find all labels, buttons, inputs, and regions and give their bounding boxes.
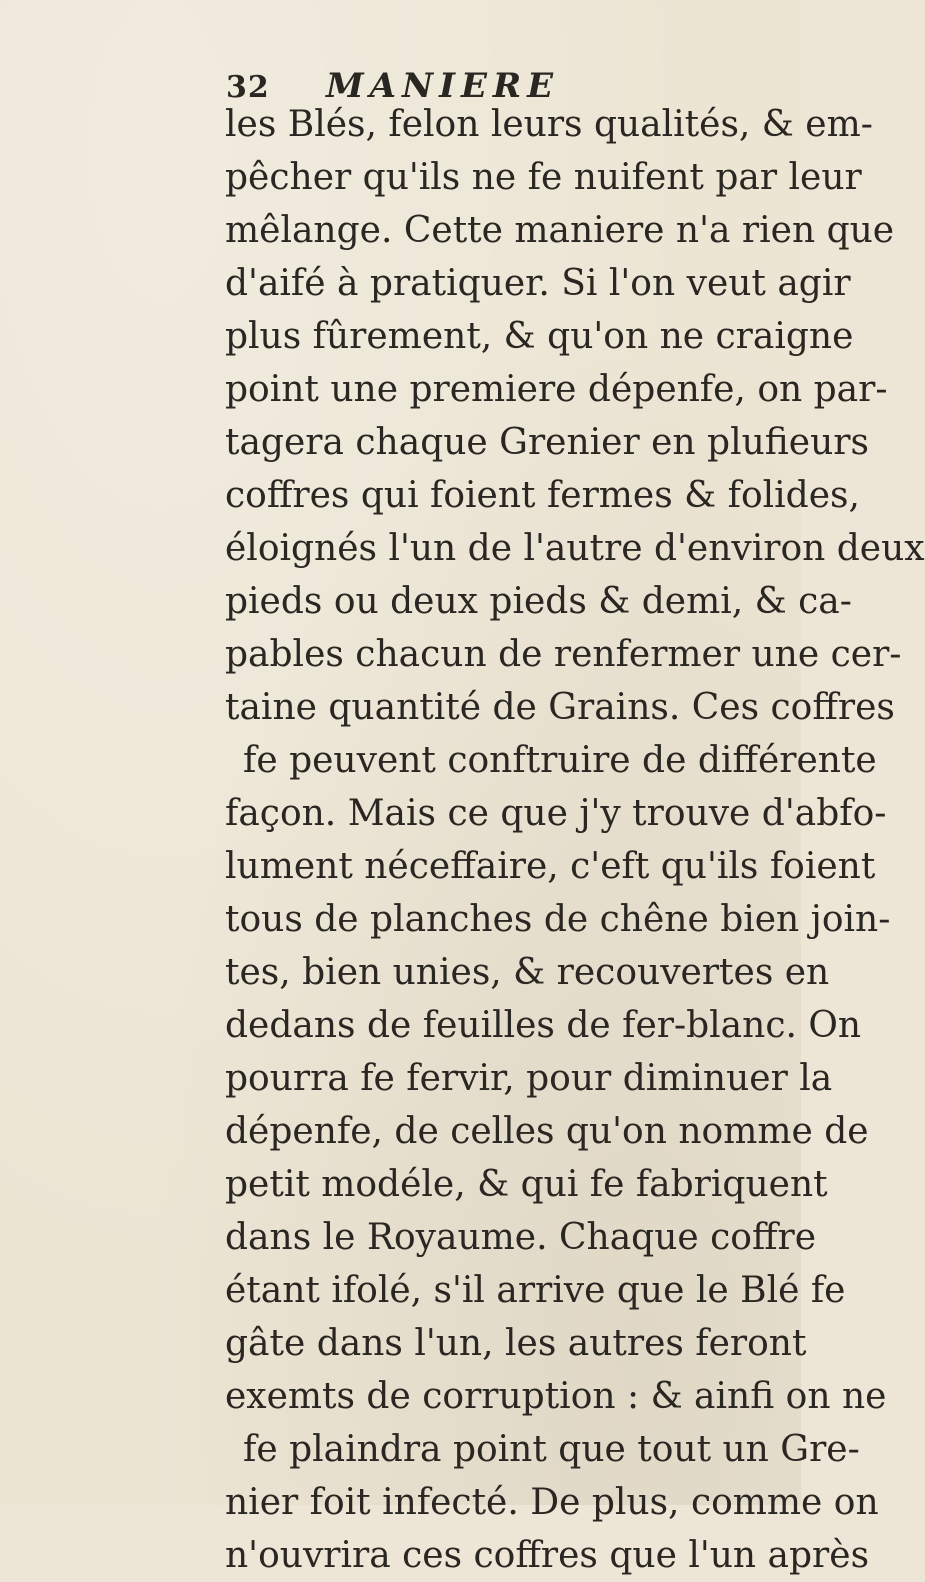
text-line: pêcher qu'ils ne fe nuifent par leur (225, 157, 862, 198)
text-line: fe plaindra point que tout un Gre- (243, 1429, 860, 1470)
running-title: MANIERE (326, 66, 560, 106)
text-line: pourra fe fervir, pour diminuer la (225, 1058, 833, 1099)
text-line: dedans de feuilles de fer-blanc. On (225, 1005, 862, 1046)
text-line: nier foit infecté. De plus, comme on (225, 1482, 879, 1523)
text-line: dans le Royaume. Chaque coffre (225, 1217, 817, 1258)
text-line: gâte dans l'un, les autres feront (225, 1323, 807, 1364)
text-line: tous de planches de chêne bien join- (225, 899, 891, 940)
text-line: pieds ou deux pieds & demi, & ca- (225, 581, 852, 622)
text-line: fe peuvent conftruire de différente (243, 740, 877, 781)
text-line: tes, bien unies, & recouvertes en (225, 952, 830, 993)
text-line: éloignés l'un de l'autre d'environ deux (225, 528, 925, 569)
text-line: pables chacun de renfermer une cer- (225, 634, 902, 675)
text-line: coffres qui foient fermes & folides, (225, 475, 860, 516)
text-line: plus fûrement, & qu'on ne craigne (225, 316, 854, 357)
text-line: mêlange. Cette maniere n'a rien que (225, 210, 895, 251)
text-line: n'ouvrira ces coffres que l'un après (225, 1535, 870, 1576)
text-line: les Blés, felon leurs qualités, & em- (225, 104, 873, 145)
text-line: exemts de corruption : & ainfi on ne (225, 1376, 887, 1417)
text-line: petit modéle, & qui fe fabriquent (225, 1164, 828, 1205)
text-line: façon. Mais ce que j'y trouve d'abfo- (225, 793, 887, 834)
text-line: d'aifé à pratiquer. Si l'on veut agir (225, 263, 851, 304)
body-text (225, 98, 925, 1582)
text-line: étant ifolé, s'il arrive que le Blé fe (225, 1270, 846, 1311)
text-line: lument néceffaire, c'eft qu'ils foient (225, 846, 876, 887)
page-number: 32 (226, 70, 270, 105)
text-line: dépenfe, de celles qu'on nomme de (225, 1111, 869, 1152)
text-line: tagera chaque Grenier en plufieurs (225, 422, 869, 463)
text-line: taine quantité de Grains. Ces coffres (225, 687, 895, 728)
text-line: point une premiere dépenfe, on par- (225, 369, 888, 410)
